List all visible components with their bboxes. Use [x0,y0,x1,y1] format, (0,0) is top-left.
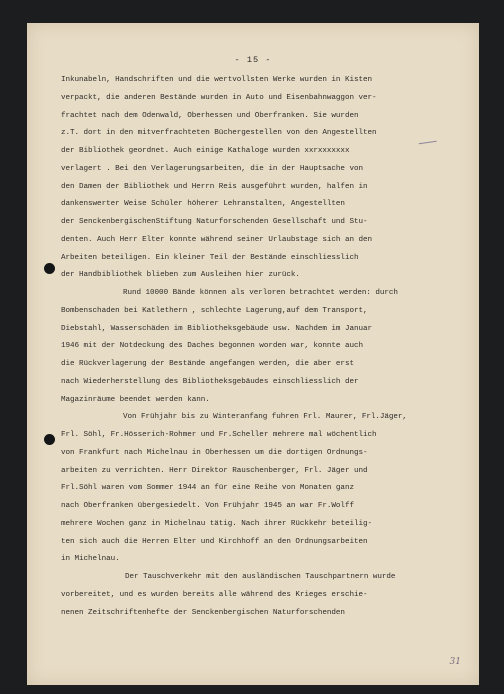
text-line: Inkunabeln, Handschriften und die wertvollsten Werke wurden in Kisten [61,76,372,84]
text-line: Frl.Söhl waren vom Sommer 1944 an für eine Reihe von Monaten ganz [61,484,354,493]
text-line: den Damen der Bibliothek und Herrn Reis ausgeführt wurden, halfen in [61,182,368,191]
punch-hole [44,263,55,274]
text-line: von Frankfurt nach Michelnau in Oberhessen um die dortigen Ordnungs- [61,448,368,457]
text-line: dankenswerter Weise Schüler höherer Lehranstalten, Angestellten [61,200,345,209]
text-line: verlagert . Bei den Verlagerungsarbeiten, die in der Hauptsache von [61,164,363,173]
paragraph-start-line: Von Frühjahr bis zu Winteranfang fuhren Frl. Maurer, Frl.Jäger, [123,413,407,422]
text-line: arbeiten zu verrichten. Herr Direktor Rauschenberger, Frl. Jäger und [61,466,368,475]
document-page [27,23,479,685]
text-line: der Bibliothek geordnet. Auch einige Kathaloge wurden xxrxxxxxxx [61,147,350,155]
paragraph-start-line: Der Tauschverkehr mit den ausländischen Tauschpartnern wurde [125,573,396,581]
text-line: nach Oberfranken übergesiedelt. Von Frühjahr 1945 an war Fr.Wolff [61,502,354,510]
text-line: Frl. Söhl, Fr.Hösserich-Rohmer und Fr.Scheller mehrere mal wöchentlich [61,431,377,439]
page-number: - 15 - [234,55,272,65]
text-line: nach Wiederherstellung des Bibliotheksgebäudes einschliesslich der [61,377,359,386]
archive-page-note: 31 [449,657,461,667]
text-line: verpackt, die anderen Bestände wurden in Auto und Eisenbahnwaggon ver- [61,93,377,102]
text-line: mehrere Wochen ganz in Michelnau tätig. Nach ihrer Rückkehr beteilig- [61,519,372,528]
text-line: die Rückverlagerung der Bestände angefangen werden, die aber erst [61,360,354,368]
text-line: Arbeiten beteiligen. Ein kleiner Teil der Bestände einschliesslich [61,253,359,262]
punch-hole [44,434,55,445]
text-line: 1946 mit der Notdeckung des Daches begonnen worden war, konnte auch [61,342,363,351]
text-line: frachtet nach dem Odenwald, Oberhessen und Oberfranken. Sie wurden [61,111,359,120]
text-line: der Handbibliothek blieben zum Ausleihen hier zurück. [61,271,300,280]
text-line: der SenckenbergischenStiftung Naturforschenden Gesellschaft und Stu- [61,218,368,226]
text-line: z.T. dort in den mitverfrachteten Büchergestellen von den Angestellten [61,129,377,138]
typed-text-body [61,72,469,622]
paragraph-start-line: Rund 10000 Bände können als verloren betrachtet werden: durch [123,289,398,297]
text-line: Magazinräume beendet werden kann. [61,395,210,404]
text-line: denten. Auch Herr Elter konnte während seiner Urlaubstage sich an den [61,235,372,244]
text-line: Bombenschaden bei Katlethern , schlechte Lagerung,auf dem Transport, [61,306,368,315]
text-line: vorbereitet, und es wurden bereits alle während des Krieges erschie- [61,590,368,599]
text-line: in Michelnau. [61,555,120,564]
text-line: nenen Zeitschriftenhefte der Senckenbergischen Naturforschenden [61,608,345,617]
text-line: Diebstahl, Wasserschäden im Bibliotheksgebäude usw. Nachdem im Januar [61,324,372,333]
text-line: ten sich auch die Herren Elter und Kirchhoff an den Ordnungsarbeiten [61,537,368,546]
